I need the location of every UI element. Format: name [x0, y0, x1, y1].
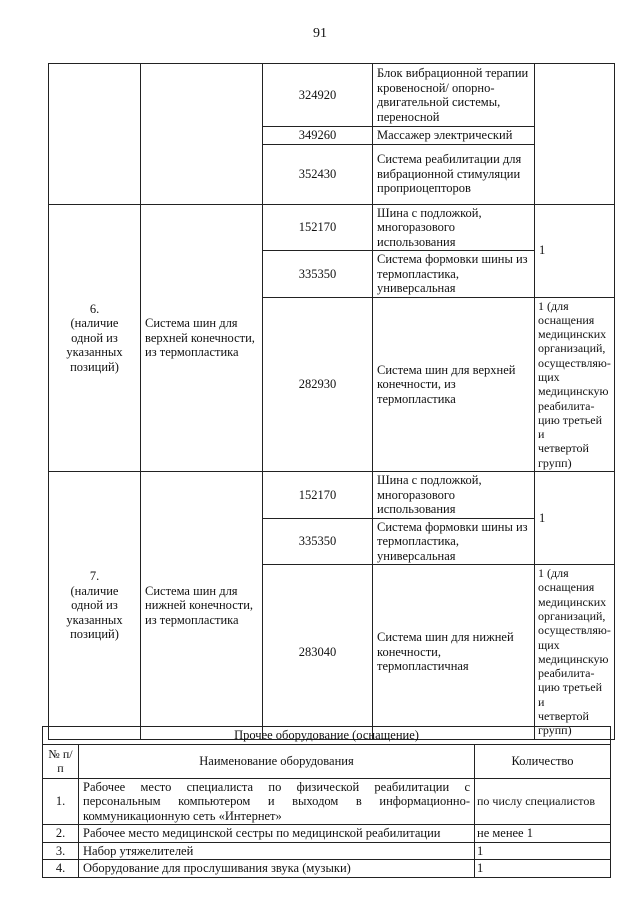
group-name-cell: Система шин для нижней конечности, из термопластика	[141, 472, 263, 740]
qty-line: четвертой	[538, 709, 589, 724]
qty-line: реабилита-	[538, 398, 595, 413]
row-num: 1.	[43, 778, 79, 825]
group-number-line: одной из	[71, 598, 118, 613]
table-row	[49, 472, 615, 519]
group-number-line: 6.	[89, 301, 100, 316]
empty-num-cell	[49, 64, 141, 205]
table-title-row	[43, 727, 611, 745]
code-cell: 152170	[263, 204, 373, 251]
qty-line: щих	[538, 637, 560, 652]
row-name: Оборудование для прослушивания звука (музыки)	[79, 860, 475, 878]
item-name-cell: Система шин для нижней конечности, термопластичная	[373, 565, 535, 740]
header-name: Наименование оборудования	[79, 744, 475, 778]
row-name: Рабочее место медицинской сестры по медицинской реабилитации	[79, 825, 475, 843]
qty-line: 1 (для	[538, 298, 569, 313]
qty-cell	[535, 565, 615, 740]
code-cell: 283040	[263, 565, 373, 740]
row-num: 2.	[43, 825, 79, 843]
qty-line: медицинскую	[538, 384, 609, 399]
header-qty: Количество	[475, 744, 611, 778]
group-number-cell	[49, 472, 141, 740]
table-row	[43, 825, 611, 843]
group-number-line: (наличие	[70, 583, 119, 598]
item-name-cell: Система формовки шины из термопластика, универсальная	[373, 518, 535, 565]
qty-line: медицинских	[538, 594, 607, 609]
row-qty: 1	[475, 860, 611, 878]
table-row	[43, 842, 611, 860]
qty-line: реабилита-	[538, 666, 595, 681]
code-cell: 335350	[263, 518, 373, 565]
row-qty: не менее 1	[475, 825, 611, 843]
code-cell: 352430	[263, 144, 373, 204]
table-row	[49, 64, 615, 127]
item-name-cell: Блок вибрационной терапии кровеносной/ опорно-двигательной системы, переносной	[373, 64, 535, 127]
qty-line: оснащения	[538, 580, 595, 595]
qty-line: четвертой	[538, 441, 589, 456]
qty-line: организаций,	[538, 608, 606, 623]
table-header-row	[43, 744, 611, 778]
qty-line: осуществляю-	[538, 623, 611, 638]
item-name-cell: Шина с подложкой, многоразового использования	[373, 472, 535, 519]
code-cell: 282930	[263, 297, 373, 472]
item-name-cell: Массажер электрический	[373, 127, 535, 145]
header-num: № п/п	[43, 744, 79, 778]
item-name-cell: Шина с подложкой, многоразового использования	[373, 204, 535, 251]
group-number-line: (наличие	[70, 316, 119, 331]
item-name-cell: Система реабилитации для вибрационной стимуляции проприоцепторов	[373, 144, 535, 204]
table-row	[43, 860, 611, 878]
group-number-cell	[49, 204, 141, 472]
group-number-line: одной из	[71, 330, 118, 345]
qty-line: оснащения	[538, 312, 595, 327]
item-name-cell: Система шин для верхней конечности, из термопластика	[373, 297, 535, 472]
code-cell: 152170	[263, 472, 373, 519]
group-name-cell: Система шин для верхней конечности, из термопластика	[141, 204, 263, 472]
qty-line: медицинскую	[538, 651, 609, 666]
code-cell: 335350	[263, 251, 373, 298]
qty-line: щих	[538, 369, 560, 384]
qty-line: групп)	[538, 455, 572, 470]
group-number-line: указанных	[66, 612, 123, 627]
empty-name-cell	[141, 64, 263, 205]
item-name-cell: Система формовки шины из термопластика, универсальная	[373, 251, 535, 298]
qty-line: медицинских	[538, 327, 607, 342]
empty-qty-cell	[535, 64, 615, 205]
page-number: 91	[313, 26, 327, 41]
qty-line: организаций,	[538, 341, 606, 356]
qty-line: осуществляю-	[538, 355, 611, 370]
row-name: Набор утяжелителей	[79, 842, 475, 860]
group-number-line: указанных	[66, 345, 123, 360]
group-number-line: позиций)	[70, 627, 119, 642]
equipment-table	[48, 63, 615, 740]
code-cell: 349260	[263, 127, 373, 145]
row-qty: по числу специалистов	[475, 778, 611, 825]
qty-line: цию третьей и	[538, 412, 602, 442]
row-num: 3.	[43, 842, 79, 860]
group-number-line: позиций)	[70, 359, 119, 374]
qty-cell: 1	[535, 204, 615, 297]
qty-cell: 1	[535, 472, 615, 565]
group-number-line: 7.	[89, 569, 100, 584]
qty-line: 1 (для	[538, 566, 569, 581]
table-row	[43, 778, 611, 825]
row-qty: 1	[475, 842, 611, 860]
qty-line: групп)	[538, 723, 572, 738]
table-row	[49, 204, 615, 251]
table-title: Прочее оборудование (оснащение)	[43, 727, 611, 745]
code-cell: 324920	[263, 64, 373, 127]
qty-cell	[535, 297, 615, 472]
qty-line: цию третьей и	[538, 680, 602, 709]
other-equipment-table	[42, 726, 611, 878]
row-num: 4.	[43, 860, 79, 878]
row-name: Рабочее место специалиста по физической реабилитации с персональным компьютером и выходом в информационно-коммуникационную сеть «Интернет»	[79, 778, 475, 825]
